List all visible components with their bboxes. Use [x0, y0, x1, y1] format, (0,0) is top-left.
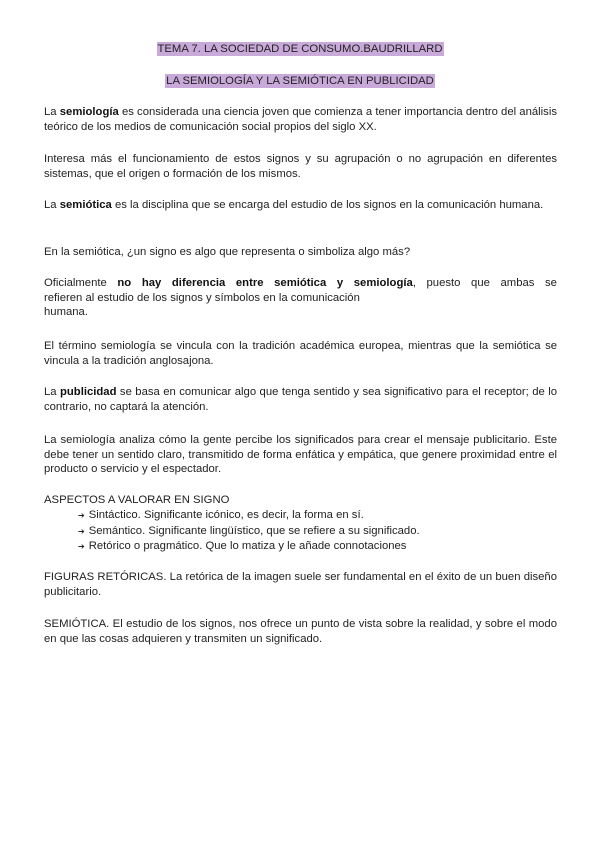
paragraph-tradicion: El término semiología se vincula con la tradición académica europea, mientras que la semiótica se vincula a la tradición anglosajona.: [44, 340, 557, 367]
paragraph-funcionamiento: Interesa más el funcionamiento de estos signos y su agrupación o no agrupación en diferentes sistemas, que el origen o formación de los mismos.: [44, 153, 557, 180]
aspects-list: [78, 508, 558, 555]
p3-post: es la disciplina que se encarga del estudio de los signos en la comunicación humana.: [111, 199, 544, 211]
document-title-text: TEMA 7. LA SOCIEDAD DE CONSUMO.BAUDRILLARD: [157, 43, 443, 55]
p5-pre: Oficialmente: [44, 277, 118, 289]
section-title: [0, 74, 600, 88]
paragraph-semiologia: [44, 105, 557, 134]
p3-pre: La: [44, 199, 60, 211]
aspect-item-text: Semántico. Significante lingüístico, que se refiere a su significado.: [88, 524, 420, 537]
paragraph-semiologia-analiza: La semiología analiza cómo la gente percibe los significados para crear el mensaje publicitario. Este debe tener un sentido claro, transmitido de forma enfática y empática, que genere proximidad entre el producto o servicio y el espectador.: [44, 434, 557, 475]
p3-bold-term: semiótica: [59, 199, 112, 211]
paragraph-oficialmente: [44, 276, 557, 320]
p5-line-1: [44, 276, 557, 291]
p5-bold-phrase: no hay diferencia entre semiótica y semiología: [117, 277, 413, 289]
aspects-heading: ASPECTOS A VALORAR EN SIGNO: [44, 494, 230, 506]
aspect-item: [78, 508, 558, 524]
document-title: [0, 42, 600, 56]
p7-post: se basa en comunicar algo que tenga sentido y sea significativo para el receptor; de lo contrario, no captará la atención.: [44, 386, 557, 413]
p7-pre: La: [44, 386, 60, 398]
paragraph-figuras-retoricas: FIGURAS RETÓRICAS. La retórica de la imagen suele ser fundamental en el éxito de un buen diseño publicitario.: [44, 571, 557, 598]
paragraph-publicidad: [44, 385, 557, 414]
aspect-item-text: Sintáctico. Significante icónico, es decir, la forma en sí.: [88, 509, 364, 521]
p5-line-3: humana.: [44, 306, 88, 318]
p1-bold-term: semiología: [59, 106, 119, 118]
p5-line1-post: , puesto que ambas se: [412, 277, 557, 289]
aspect-item: [78, 539, 558, 555]
p7-bold-term: publicidad: [60, 386, 117, 398]
p5-line-2: refieren al estudio de los signos y símbolos en la comunicación: [44, 291, 360, 304]
p1-post: es considerada una ciencia joven que comienza a tener importancia dentro del análisis teórico de los medios de comunicación social propios del siglo XX.: [44, 106, 557, 133]
arrow-right-icon: ➔: [78, 526, 85, 536]
arrow-right-icon: ➔: [78, 511, 85, 520]
paragraph-semiotica: [44, 198, 557, 213]
aspect-item: [78, 524, 558, 540]
paragraph-semiotica-definicion: SEMIÓTICA. El estudio de los signos, nos ofrece un punto de vista sobre la realidad, y sobre el modo en que las cosas adquieren y transmiten un significado.: [44, 618, 557, 645]
aspect-item-text: Retórico o pragmático. Que lo matiza y le añade connotaciones: [88, 540, 407, 552]
section-title-text: LA SEMIOLOGÍA Y LA SEMIÓTICA EN PUBLICIDAD: [166, 75, 434, 87]
arrow-right-icon: ➔: [78, 542, 85, 551]
paragraph-question: En la semiótica, ¿un signo es algo que representa o simboliza algo más?: [44, 246, 411, 258]
p1-pre: La: [44, 106, 60, 118]
